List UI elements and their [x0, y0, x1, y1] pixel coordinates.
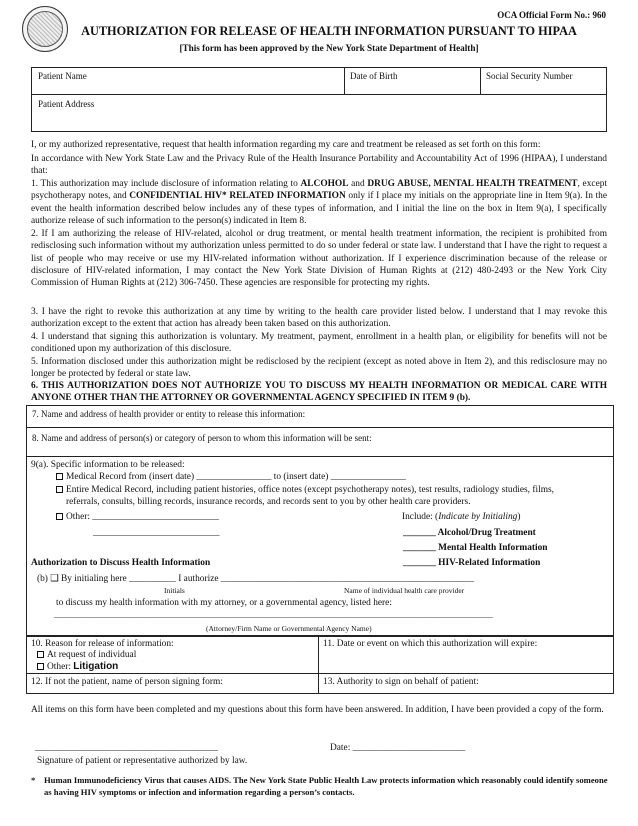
completion-statement: All items on this form have been completed and my questions about this form have been answered. In addition, I have been provided a copy of the form. [31, 705, 604, 715]
patient-address-label: Patient Address [38, 99, 95, 109]
attorney-caption: (Attorney/Firm Name or Governmental Agency Name) [206, 624, 372, 633]
medical-record-checkbox[interactable] [56, 473, 63, 480]
hiv-footnote: Human Immunodeficiency Virus that causes AIDS. The New York State Public Health Law protects information which reasonably could identify someone as having HIV symptoms or infection and information regarding a person’s contacts. [44, 775, 608, 797]
form-number: OCA Official Form No.: 960 [497, 10, 606, 20]
item-2: 2. If I am authorizing the release of HIV-related, alcohol or drug treatment, or mental health treatment information, the recipient is prohibited from redisclosing such information without my authorization unless permitted to do so under federal or state law. I understand that I have the right to request a list of people who may receive or use my HIV-related information without authorization. If I experience discrimination because of the release or disclosure of HIV-related information, I may contact the New York State Division of Human Rights at (212) 480-2493 or the New York City Commission of Human Rights at (212) 306-7450. These agencies are responsible for protecting my rights. [31, 229, 607, 289]
include-label: Include: (Indicate by Initialing) [402, 512, 521, 522]
signature-line[interactable]: _______________________________________ [35, 743, 218, 753]
mental-health-initial-line[interactable]: _______ Mental Health Information [403, 543, 548, 553]
item-13-label[interactable]: 13. Authority to sign on behalf of patient: [323, 677, 479, 687]
date-line[interactable]: Date: ________________________ [330, 743, 466, 753]
patient-name-field[interactable] [34, 69, 342, 85]
request-statement: I, or my authorized representative, request that health information regarding my care and treatment be released as set forth on this form: [31, 140, 541, 150]
item-6: 6. THIS AUTHORIZATION DOES NOT AUTHORIZE YOU TO DISCUSS MY HEALTH INFORMATION OR MEDICAL CARE WITH ANYONE OTHER THAN THE ATTORNEY OR GOVERNMENTAL AGENCY SPECIFIED IN ITEM 9 (b). [31, 381, 607, 404]
item-8-label: 8. Name and address of person(s) or category of person to whom this information will be sent: [32, 433, 372, 443]
hiv-initial-line[interactable]: _______ HIV-Related Information [403, 558, 541, 568]
other-info-line-2[interactable]: ___________________________ [93, 528, 220, 538]
ssn-field[interactable] [482, 69, 606, 85]
dob-label: Date of Birth [350, 71, 398, 81]
provider-caption: Name of individual health care provider [344, 586, 465, 595]
date-of-birth-field[interactable] [346, 69, 478, 85]
other-info-checkbox[interactable] [56, 513, 63, 520]
at-request-option[interactable]: At request of individual [37, 649, 136, 661]
auth-discuss-heading: Authorization to Discuss Health Information [31, 558, 211, 568]
patient-address-field[interactable] [34, 97, 604, 113]
item-10-label: 10. Reason for release of information: [31, 639, 174, 649]
item-4: 4. I understand that signing this authorization is voluntary. My treatment, payment, enrollment in a health plan, or eligibility for benefits will not be conditioned upon my authorization of this disclosure. [31, 332, 607, 355]
entire-record-continued: referrals, consults, billing records, insurance records, and records sent to you by other health care providers. [66, 497, 471, 507]
footnote-star: * [31, 775, 36, 785]
alcohol-initial-line[interactable]: _______ Alcohol/Drug Treatment [403, 528, 536, 538]
discuss-statement: to discuss my health information with my attorney, or a governmental agency, listed here: [56, 598, 392, 608]
item-12-label[interactable]: 12. If not the patient, name of person signing form: [31, 677, 223, 687]
item-9b-line[interactable]: (b) ❑ By initialing here __________ I authorize ______________________________________________________ [37, 574, 475, 584]
attorney-line[interactable]: _____________________________________________________________________________________________________ [54, 609, 493, 619]
signature-caption: Signature of patient or representative authorized by law. [37, 756, 248, 766]
page-subtitle: [This form has been approved by the New York State Department of Health] [179, 43, 479, 53]
patient-name-label: Patient Name [38, 71, 87, 81]
other-reason-checkbox[interactable] [37, 663, 44, 670]
item-7-label: 7. Name and address of health provider or entity to release this information: [32, 409, 306, 419]
item-7-field[interactable] [28, 407, 309, 423]
at-request-checkbox[interactable] [37, 651, 44, 658]
page-title: AUTHORIZATION FOR RELEASE OF HEALTH INFORMATION PURSUANT TO HIPAA [81, 24, 577, 38]
entire-record-checkbox[interactable] [56, 486, 63, 493]
item-8-field[interactable] [28, 431, 376, 447]
initials-caption: Initials [164, 586, 185, 595]
entire-record-option[interactable]: Entire Medical Record, including patient histories, office notes (except psychotherapy notes), test results, radiology studies, films, [56, 484, 554, 496]
understanding-intro: In accordance with New York State Law and the Privacy Rule of the Health Insurance Portability and Accountability Act of 1996 (HIPAA), I understand that: [31, 154, 607, 177]
item-3: 3. I have the right to revoke this authorization at any time by writing to the health care provider listed below. I understand that I may revoke this authorization except to the extent that action has already been taken based on this authorization. [31, 307, 607, 330]
item-5: 5. Information disclosed under this authorization might be redisclosed by the recipient (except as noted above in Item 2), and this redisclosure may no longer be protected by federal or state law. [31, 357, 607, 380]
other-reason-value[interactable]: Litigation [73, 661, 119, 672]
item-9a-label: 9(a). Specific information to be released: [31, 460, 185, 470]
other-reason-option[interactable]: Other: Litigation [37, 660, 118, 673]
item-1: 1. This authorization may include disclosure of information relating to ALCOHOL and DRUG ABUSE, MENTAL HEALTH TREATMENT, except psychotherapy notes, and CONFIDENTIAL HIV* RELATED INFORMATION only if I place my initials on the appropriate line in Item 9(a). In the event the health information described below includes any of these types of information, and I initial the line on the box in Item 9(a), I specifically authorize release of such information to the person(s) indicated in Item 8. [31, 179, 608, 226]
item-11-label[interactable]: 11. Date or event on which this authorization will expire: [323, 639, 538, 649]
other-info-option[interactable]: Other: ___________________________ [56, 511, 219, 523]
ssn-label: Social Security Number [486, 71, 573, 81]
medical-record-option[interactable]: Medical Record from (insert date) ________________ to (insert date) ________________ [56, 471, 406, 483]
